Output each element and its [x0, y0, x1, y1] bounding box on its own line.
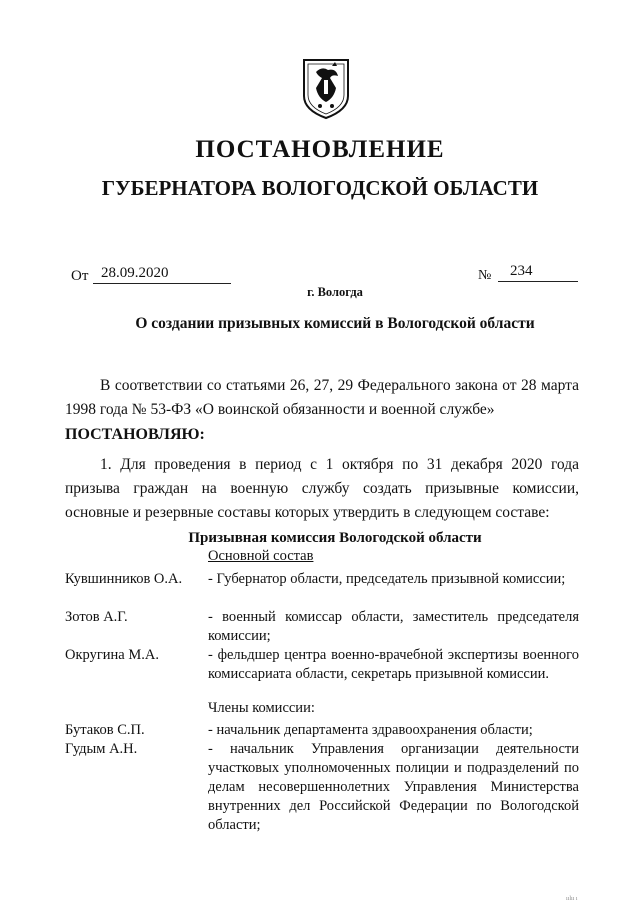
member-role: - военный комиссар области, заместитель председателя комиссии; — [208, 609, 579, 644]
member-role: - начальник Управления организации деятельности участковых уполномоченных полиции и подразделений по делам несовершеннолетних Управления Министерства внутренних дел Российской Федерации по Вологодской области; — [208, 741, 579, 833]
vologda-coat-of-arms-icon — [302, 58, 350, 120]
member-role: - фельдшер центра военно-врачебной экспертизы военного комиссариата области, секретарь призывной комиссии. — [208, 647, 579, 682]
preamble-paragraph: В соответствии со статьями 26, 27, 29 Федерального закона от 28 марта 1998 года № 53-ФЗ «О воинской обязанности и военной службе» — [65, 377, 579, 418]
member-name: Кувшинников О.А. — [65, 571, 183, 587]
member-role: - начальник департамента здравоохранения области; — [208, 722, 533, 738]
scan-mark: ıılıı ı — [566, 896, 578, 902]
member-name: Округина М.А. — [65, 647, 159, 663]
member-role: - Губернатор области, председатель призывной комиссии; — [208, 571, 566, 587]
document-subject: О создании призывных комиссий в Вологодской области — [135, 315, 535, 332]
commission-title: Призывная комиссия Вологодской области — [188, 530, 482, 546]
member-name: Гудым А.Н. — [65, 741, 138, 757]
item-1-paragraph: 1. Для проведения в период с 1 октября по 31 декабря 2020 года призыва граждан на военную службу создать призывные комиссии, основные и резервные составы которых утвердить в следующем составе: — [65, 456, 579, 521]
document-issuer: ГУБЕРНАТОРА ВОЛОГОДСКОЙ ОБЛАСТИ — [101, 176, 539, 200]
main-composition-label: Основной состав — [208, 548, 314, 564]
members-label: Члены комиссии: — [208, 700, 315, 716]
document-city: г. Вологда — [307, 285, 363, 299]
member-name: Зотов А.Г. — [65, 609, 128, 625]
document-number: 234 — [498, 262, 578, 282]
decree-heading: ПОСТАНОВЛЯЮ: — [65, 426, 205, 443]
member-name: Бутаков С.П. — [65, 722, 145, 738]
document-date: 28.09.2020 — [93, 264, 231, 284]
date-prefix: От — [71, 268, 89, 284]
number-prefix: № — [478, 268, 492, 283]
document-title: ПОСТАНОВЛЕНИЕ — [195, 136, 445, 163]
